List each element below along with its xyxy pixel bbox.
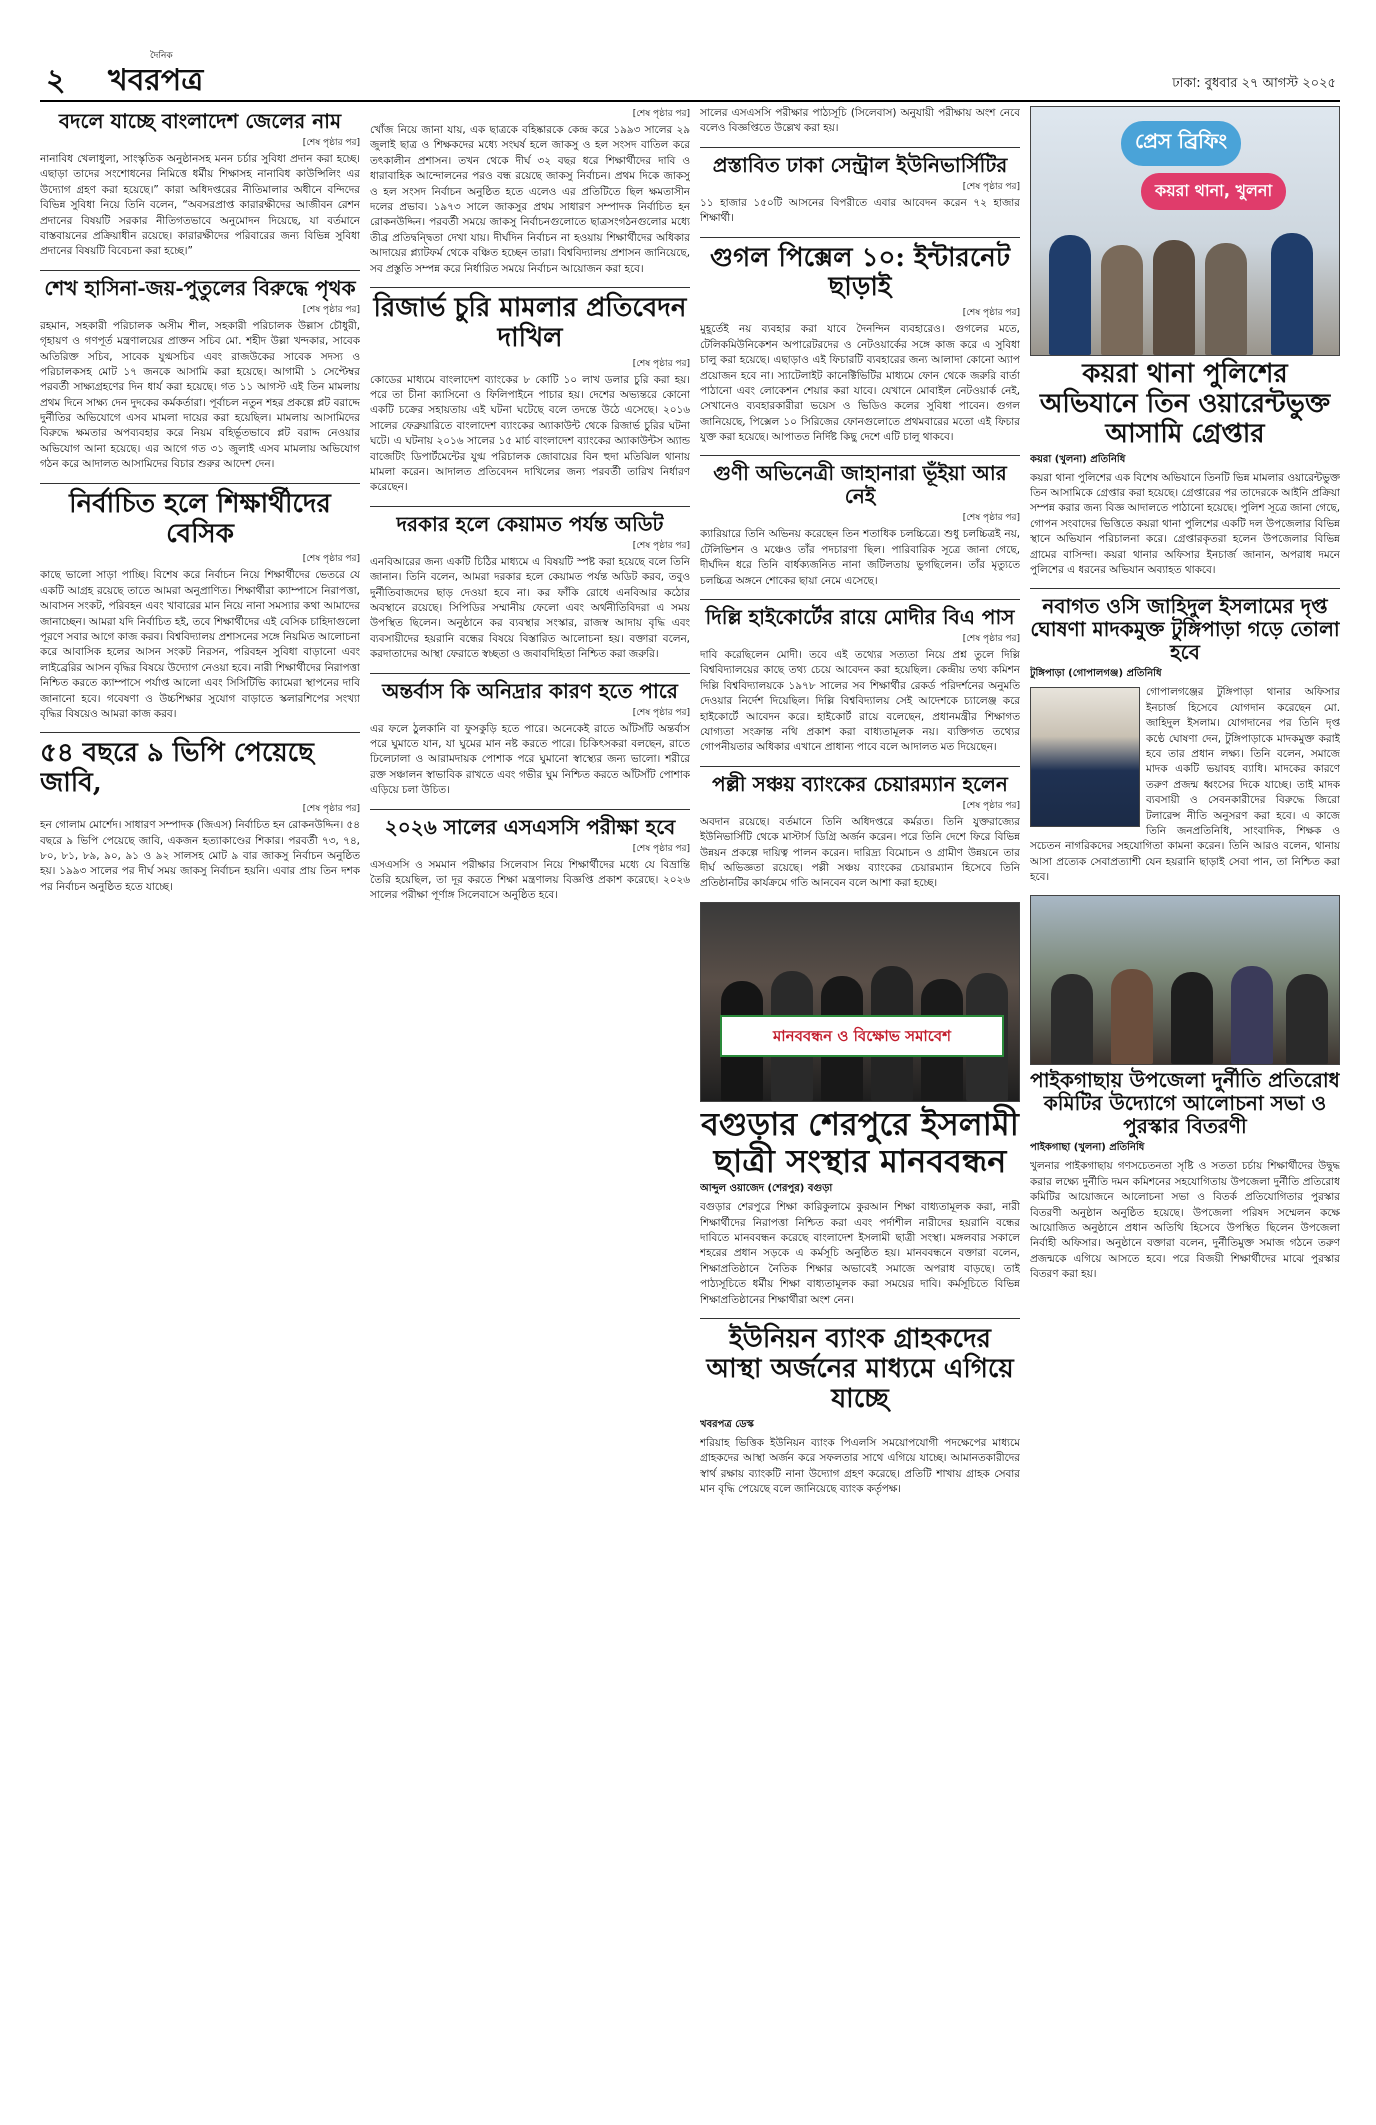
article-body: এর ফলে ঠুলকানি বা ফুসকুড়ি হতে পারে। অনেকেই রাতে আঁটসাঁট অন্তর্বাস পরে ঘুমাতে যান, যা ঘুমের মান নষ্ট করতে পারে। চিকিৎসকরা বলছেন, রাতে ঢিলেঢালা ও আরামদায়ক পোশাক পরে ঘুমানো স্বাস্থ্যের জন্য ভালো। শরীরে রক্ত সঞ্চালন স্বাভাবিক রাখতে এবং গভীর ঘুম নিশ্চিত করতে আঁটসাঁট পোশাক এড়িয়ে চলা উচিত। (370, 722, 690, 797)
article-body: এনবিআরের জন্য একটি চিঠির মাধ্যমে এ বিষয়টি স্পষ্ট করা হয়েছে বলে তিনি জানান। তিনি বলেন, আমরা দরকার হলে কেয়ামত পর্যন্ত অডিট করব, তবুও দুর্নীতিবাজদের ছাড় দেওয়া হবে না। কর ফাঁকি রোধে এনবিআর কঠোর অবস্থানে রয়েছে। সিপিডির সম্মানীয় ফেলো এবং অর্থনীতিবিদরা এ সময় উপস্থিত ছিলেন। অনুষ্ঠানে কর ব্যবস্থার সংস্কার, রাজস্ব আদায় বৃদ্ধি এবং ব্যবসায়ীদের হয়রানি বন্ধের বিষয়ে বিস্তারিত আলোচনা হয়। বক্তারা বলেন, করদাতাদের আস্থা ফেরাতে স্বচ্ছতা ও জবাবদিহিতা নিশ্চিত করা জরুরি। (370, 555, 690, 661)
divider (370, 809, 690, 810)
article-body: শরিয়াহ ভিত্তিক ইউনিয়ন ব্যাংক পিএলসি সময়োপযোগী পদক্ষেপের মাধ্যমে গ্রাহকদের আস্থা অর্জন করে সফলতার সাথে এগিয়ে যাচ্ছে। আমানতকারীদের স্বার্থ রক্ষায় ব্যাংকটি নানা উদ্যোগ গ্রহণ করেছে। প্রতিটি শাখায় গ্রাহক সেবার মান বৃদ্ধি পেয়েছে বলে জানিয়েছে ব্যাংক কর্তৃপক্ষ। (700, 1436, 1020, 1495)
person-figure (1111, 969, 1153, 1064)
press-briefing-label: প্রেস ব্রিফিং (1121, 121, 1241, 166)
police-officer-figure (1049, 235, 1091, 355)
article-pixel-10 (700, 244, 1020, 446)
divider (700, 1318, 1020, 1319)
paper-prefix: দৈনিক (150, 51, 173, 61)
headline: ইউনিয়ন ব্যাংক গ্রাহকদের আস্থা অর্জনের মাধ্যমে এগিয়ে যাচ্ছে (706, 1324, 1014, 1414)
divider (700, 147, 1020, 148)
person-figure (1051, 974, 1093, 1064)
dateline: ঢাকা: বুধবার ২৭ আগস্ট ২০২৫ (1172, 76, 1336, 91)
continued-note: [শেষ পৃষ্ঠার পর] (632, 540, 690, 551)
article-body: এসএসসি ও সমমান পরীক্ষার সিলেবাস নিয়ে শিক্ষার্থীদের মধ্যে যে বিভ্রান্তি তৈরি হয়েছিল, তা দূর করতে শিক্ষা মন্ত্রণালয় বিজ্ঞপ্তি প্রকাশ করেছে। ২০২৬ সালের পরীক্ষা পূর্ণাঙ্গ সিলেবাসে অনুষ্ঠিত হবে। (370, 858, 690, 902)
headline: বগুড়ার শেরপুরে ইসলামী ছাত্রী সংস্থার মানববন্ধন (701, 1104, 1019, 1180)
headline: ৫৪ বছরে ৯ ভিপি পেয়েছে জাবি, (40, 738, 314, 799)
divider (370, 673, 690, 674)
column-2 (370, 106, 690, 2096)
oc-portrait-photo (1030, 687, 1140, 827)
article-union-bank (700, 1325, 1020, 1497)
article-body: বগুড়ার শেরপুরে শিক্ষা কারিকুলামে কুরআন শিক্ষা বাধ্যতামূলক করা, নারী শিক্ষার্থীদের নিরাপত্তা নিশ্চিত করা এবং পর্দাশীল নারীদের হয়রানি বন্ধের দাবিতে মানববন্ধন করেছে বাংলাদেশ ইসলামী ছাত্রী সংস্থা। মঙ্গলবার সকালে শহরের প্রধান সড়কে এ কর্মসূচি অনুষ্ঠিত হয়। মানববন্ধনে বক্তারা বলেন, শিক্ষাপ্রতিষ্ঠানে নৈতিক শিক্ষার অভাবেই সমাজে অপরাধ বাড়ছে। তাই পাঠ্যসূচিতে ধর্মীয় শিক্ষা বাধ্যতামূলক করা সময়ের দাবি। কর্মসূচিতে বিভিন্ন শিক্ষাপ্রতিষ্ঠানের শিক্ষার্থীরা অংশ নেন। (700, 1201, 1020, 1306)
headline: শেখ হাসিনা-জয়-পুতুলের বিরুদ্ধে পৃথক (44, 275, 356, 300)
byline: টুঙ্গিপাড়া (গোপালগঞ্জ) প্রতিনিধি (1030, 668, 1162, 680)
divider (700, 599, 1020, 600)
column-3 (700, 106, 1020, 2096)
byline: কয়রা (খুলনা) প্রতিনিধি (1030, 453, 1126, 465)
rally-photo (700, 902, 1020, 1102)
article-jail-name (40, 110, 360, 260)
article-hasina-case (40, 277, 360, 473)
article-body: অবদান রয়েছে। বর্তমানে তিনি অধিদপ্তরে কর্মরত। তিনি যুক্তরাজ্যের ইউনিভার্সিটি থেকে মাস্টার্স ডিগ্রি অর্জন করেন। পরে তিনি দেশে ফিরে বিভিন্ন উন্নয়ন প্রকল্পে দায়িত্ব পালন করেন। দারিদ্র্য বিমোচন ও গ্রামীণ উন্নয়নে তার দীর্ঘ অভিজ্ঞতা রয়েছে। পল্লী সঞ্চয় ব্যাংকের চেয়ারম্যান হিসেবে তিনি প্রতিষ্ঠানটির কার্যক্রমে গতি আনবেন বলে আশা করা হচ্ছে। (700, 815, 1020, 890)
continued-note: [শেষ পৃষ্ঠার পর] (302, 138, 360, 148)
article-reserve-theft (370, 294, 690, 496)
article-body: কয়রা থানা পুলিশের এক বিশেষ অভিযানে তিনটি ভিন্ন মামলার ওয়ারেন্টভুক্ত তিন আসামিকে গ্রেপ্তার করা হয়েছে। গ্রেপ্তারের পর তাদেরকে আইনি প্রক্রিয়া সম্পন্ন করার জন্য বিজ্ঞ আদালতে পাঠানো হয়েছে। পুলিশ সূত্রে জানা গেছে, গোপন সংবাদের ভিত্তিতে কয়রা থানা পুলিশের একটি দল উপজেলার বিভিন্ন স্থানে অভিযান পরিচালনা করে। গ্রেপ্তারকৃতরা হলেন উপজেলার বিভিন্ন গ্রামের বাসিন্দা। কয়রা থানার অফিসার ইনচার্জ জানান, অপরাধ দমনে পুলিশের এ ধরনের অভিযান অব্যাহত থাকবে। (1030, 471, 1340, 577)
headline: নির্বাচিত হলে শিক্ষার্থীদের বেসিক (69, 488, 331, 549)
headline: কয়রা থানা পুলিশের অভিযানে তিন ওয়ারেন্টভুক্ত আসামি গ্রেপ্তার (1039, 359, 1331, 449)
headline: বদলে যাচ্ছে বাংলাদেশ জেলের নাম (58, 109, 342, 133)
continued-note: [শেষ পৃষ্ঠার পর] (302, 554, 360, 565)
divider (700, 766, 1020, 767)
divider (700, 455, 1020, 456)
person-figure (1153, 240, 1195, 355)
article-body: হন গোলাম মোর্শেদ। সাধারণ সম্পাদক (জিএস) নির্বাচিত হন রোকনউদ্দিন। ৫৪ বছরে ৯ ভিপি পেয়েছে জাবি, একজন হত্যাকাণ্ডের শিকার। পরবর্তী ৭৩, ৭৪, ৮০, ৮১, ৮৯, ৯০, ৯১ ও ৯২ সালসহ মোট ৯ বার জাকসু নির্বাচন অনুষ্ঠিত হয়। ১৯৯৩ সালের পর দীর্ঘ সময় জাকসু নির্বাচন হয়নি। এবার প্রায় তিন দশক পর নির্বাচন অনুষ্ঠিত হতে যাচ্ছে। (40, 819, 360, 893)
headline: ২০২৬ সালের এসএসসি পরীক্ষা হবে (384, 814, 676, 839)
article-ssc-cont (700, 106, 1020, 137)
headline: রিজার্ভ চুরি মামলার প্রতিবেদন দাখিল (373, 292, 687, 353)
article-body: ক্যারিয়ারে তিনি অভিনয় করেছেন তিন শতাধিক চলচ্চিত্রে। শুধু চলচ্চিত্রই নয়, টেলিভিশন ও মঞ্চেও তাঁর পদচারণা ছিল। পারিবারিক সূত্রে জানা গেছে, দীর্ঘদিন ধরে তিনি বার্ধক্যজনিত নানা জটিলতায় ভুগছিলেন। তাঁর মৃত্যুতে চলচ্চিত্র অঙ্গনে শোকের ছায়া নেমে এসেছে। (700, 528, 1020, 587)
article-tungipara-oc (1030, 595, 1340, 885)
continued-note: [শেষ পৃষ্ঠার পর] (302, 804, 360, 815)
police-officer-figure (1271, 233, 1313, 355)
continued-note: [শেষ পৃষ্ঠার পর] (302, 304, 360, 315)
continued-note: [শেষ পৃষ্ঠার পর] (962, 513, 1020, 524)
divider (1030, 588, 1340, 589)
headline: পাইকগাছায় উপজেলা দুর্নীতি প্রতিরোধ কমিটির উদ্যোগে আলোচনা সভা ও পুরস্কার বিতরণী (1030, 1068, 1340, 1139)
paper-logo: খবরপত্র (108, 63, 204, 98)
divider (700, 237, 1020, 238)
person-figure (1171, 972, 1213, 1064)
rally-banner: মানববন্ধন ও বিক্ষোভ সমাবেশ (720, 1015, 1004, 1057)
article-paikgacha (1030, 1069, 1340, 1282)
headline: অন্তর্বাস কি অনিদ্রার কারণ হতে পারে (382, 678, 678, 703)
continued-note: [শেষ পৃষ্ঠার পর] (962, 634, 1020, 645)
continued-note: [শেষ পৃষ্ঠার পর] (632, 358, 690, 369)
byline: পাইকগাছা (খুলনা) প্রতিনিধি (1030, 1142, 1145, 1154)
article-body: নানাবিধ খেলাধুলা, সাংস্কৃতিক অনুষ্ঠানসহ মনন চর্চার সুবিধা প্রদান করা হচ্ছে। এছাড়া তাদের সংশোধনের নিমিত্তে ধর্মীয় শিক্ষাসহ নানাবিধ কাউন্সিলিং এর উদ্যোগ গ্রহণ করা হয়েছে।” কারা অধিদপ্তরের নীতিমালার অধীনে বন্দিদের বিভিন্ন সুবিধা নিয়ে তিনি বলেন, “অবসরপ্রাপ্ত কারারক্ষীদের আজীবন রেশন প্রদানের বিষয়টি সরকার নীতিগতভাবে অনুমোদন দিয়েছে, যা বর্তমানে বাস্তবায়নের প্রক্রিয়াধীন রয়েছে। কারারক্ষীদের পরিবারের জন্য বিভিন্ন সুবিধা প্রদানের বিষয়টি বিবেচনা করা হচ্ছে।” (40, 153, 360, 258)
article-body: দাবি করেছিলেন মোদী। তবে এই তথ্যের সত্যতা নিয়ে প্রশ্ন তুলে দিল্লি বিশ্ববিদ্যালয়ের কাছে তথ্য চেয়ে আবেদন করা হয়েছিল। কেন্দ্রীয় তথ্য কমিশন দিল্লি বিশ্ববিদ্যালয়কে ১৯৭৮ সালের সব শিক্ষার্থীর রেকর্ড পরিদর্শনের অনুমতি দেওয়ার নির্দেশ দিয়েছিল। দিল্লি বিশ্ববিদ্যালয় সেই আদেশকে চ্যালেঞ্জ করে হাইকোর্টে আবেদন করে। হাইকোর্ট রায়ে বলেছেন, প্রধানমন্ত্রীর শিক্ষাগত যোগ্যতা সংক্রান্ত নথি প্রকাশ করা বাধ্যতামূলক নয়। ব্যক্তিগত তথ্যের গোপনীয়তার অধিকার এখানে প্রাধান্য পাবে বলে আদালত মত দিয়েছেন। (700, 649, 1020, 754)
article-body: মুহূর্তেই নয় ব্যবহার করা যাবে দৈনন্দিন ব্যবহারেও। গুগলের মতে, টেলিকমিউনিকেশন অপারেটরদের ও নেটওয়ার্কের সঙ্গে কাজ করে এ সুবিধা চালু করা হয়েছে। এছাড়াও এই ফিচারটি ব্যবহারের জন্য আলাদা কোনো অ্যাপ প্রয়োজন হবে না। স্যাটেলাইট কানেক্টিভিটির মাধ্যমে ফোন থেকে জরুরি বার্তা পাঠানো এবং লোকেশন শেয়ার করা যাবে। যেখানে মোবাইল নেটওয়ার্ক নেই, সেখানেও ব্যবহারকারীরা ভয়েস ও ভিডিও কলের সুবিধা পাবেন। গুগল জানিয়েছে, পিক্সেল ১০ সিরিজের ফোনগুলোতে প্রথমবারের মতো এই ফিচার যুক্ত করা হয়েছে। আপাতত নির্দিষ্ট কিছু দেশে এটি চালু থাকবে। (700, 323, 1020, 444)
headline: গুণী অভিনেত্রী জাহানারা ভূঁইয়া আর নেই (713, 461, 1007, 509)
masthead (40, 51, 1340, 102)
article-actress-obit (700, 462, 1020, 589)
paikgacha-event-photo (1030, 895, 1340, 1065)
headline: প্রস্তাবিত ঢাকা সেন্ট্রাল ইউনিভার্সিটির (712, 152, 1008, 177)
column-1 (40, 106, 360, 2096)
person-figure (1101, 245, 1143, 355)
page-number: ২ (46, 63, 66, 98)
article-underwear-sleep (370, 680, 690, 799)
continued-note: [শেষ পৃষ্ঠার পর] (632, 707, 690, 718)
byline: খবরপত্র ডেস্ক (700, 1418, 754, 1430)
divider (40, 270, 360, 271)
person-figure (1286, 974, 1328, 1064)
article-body: কাছে ভালো সাড়া পাচ্ছি। বিশেষ করে নির্বাচন নিয়ে শিক্ষার্থীদের ভেতরে যে একটি আগ্রহ রয়েছে তাতে আমরা অনুপ্রাণিত। শিক্ষার্থীরা ক্যাম্পাসে নিরাপত্তা, আবাসন সংকট, পরিবহন এবং খাবারের মান নিয়ে নানা সমস্যার কথা আমাদের জানাচ্ছেন। আমরা যদি নির্বাচিত হই, তবে শিক্ষার্থীদের এই বেসিক চাহিদাগুলো পূরণে সবার আগে কাজ করব। বিশ্ববিদ্যালয় প্রশাসনের সঙ্গে নিয়মিত আলোচনা করে আবাসিক হলের আসন সংকট নিরসন, পরিবহন সুবিধা বাড়ানো এবং লাইব্রেরির আসন বৃদ্ধির বিষয়ে উদ্যোগ নেওয়া হবে। নারী শিক্ষার্থীদের নিরাপত্তা নিশ্চিত করতে ক্যাম্পাসে পর্যাপ্ত আলো এবং সিসিটিভি ক্যামেরা স্থাপনের দাবি জানানো হবে। গবেষণা ও উচ্চশিক্ষার সুযোগ বাড়াতে স্কলারশিপের সংখ্যা বৃদ্ধির বিষয়েও আমরা কাজ করব। (40, 569, 360, 720)
press-briefing-location: কয়রা থানা, খুলনা (1141, 173, 1286, 210)
article-body: ১১ হাজার ১৫০টি আসনের বিপরীতে এবার আবেদন করেন ৭২ হাজার শিক্ষার্থী। (700, 196, 1020, 225)
article-body: কোডের মাধ্যমে বাংলাদেশ ব্যাংকের ৮ কোটি ১০ লাখ ডলার চুরি করা হয়। পরে তা চীনা ক্যাসিনো ও ফিলিপাইনে পাচার হয়। দেশের অভ্যন্তরে কোনো একটি চক্রের সহায়তায় এই ঘটনা ঘটেছে বলে তদন্তে উঠে এসেছে। ২০১৬ সালের ফেব্রুয়ারিতে বাংলাদেশ ব্যাংকের অ্যাকাউন্ট থেকে রিজার্ভ চুরির ঘটনা ঘটে। এ ঘটনায় ২০১৬ সালের ১৫ মার্চ বাংলাদেশ ব্যাংকের অ্যাকাউন্টস অ্যান্ড বাজেটিং ডিপার্টমেন্টের যুগ্ম পরিচালক জোবায়ের বিন হুদা মতিঝিল থানায় মামলা করেন। আদালত প্রতিবেদন দাখিলের জন্য পরবর্তী তারিখ নির্ধারণ করেছেন। (370, 373, 690, 494)
continued-note: [শেষ পৃষ্ঠার পর] (632, 843, 690, 854)
article-jaksu-cont (370, 106, 690, 277)
divider (40, 483, 360, 484)
continued-note: [শেষ পৃষ্ঠার পর] (962, 800, 1020, 811)
divider (370, 506, 690, 507)
article-audit (370, 513, 690, 663)
article-body: খুলনার পাইকগাছায় গণসচেতনতা সৃষ্টি ও সততা চর্চায় শিক্ষার্থীদের উদ্বুদ্ধ করার লক্ষ্যে দুর্নীতি দমন কমিশনের সহযোগিতায় উপজেলা দুর্নীতি প্রতিরোধ কমিটির আয়োজনে আলোচনা সভা ও বিতর্ক প্রতিযোগিতার পুরস্কার বিতরণী অনুষ্ঠান অনুষ্ঠিত হয়েছে। উপজেলা পরিষদ সম্মেলন কক্ষে আয়োজিত অনুষ্ঠানে প্রধান অতিথি হিসেবে উপস্থিত ছিলেন উপজেলা নির্বাহী অফিসার। অনুষ্ঠানে বক্তারা বলেন, দুর্নীতিমুক্ত সমাজ গঠনে তরুণ প্রজন্মকে এগিয়ে আসতে হবে। পরে বিজয়ী শিক্ষার্থীদের মাঝে পুরস্কার বিতরণ করা হয়। (1030, 1160, 1340, 1281)
continued-note: [শেষ পৃষ্ঠার পর] (962, 181, 1020, 192)
headline: গুগল পিক্সেল ১০: ইন্টারনেট ছাড়াই (710, 242, 1010, 303)
article-body: গোপালগঞ্জের টুঙ্গিপাড়া থানার অফিসার ইনচার্জ হিসেবে যোগদান করেছেন মো. জাহিদুল ইসলাম। যোগদানের পর তিনি দৃপ্ত কণ্ঠে ঘোষণা দেন, টুঙ্গিপাড়াকে মাদকমুক্ত করাই হবে তার প্রধান লক্ষ্য। তিনি বলেন, সমাজে মাদক একটি ভয়াবহ ব্যাধি। মাদকের কারণে তরুণ প্রজন্ম ধ্বংসের দিকে যাচ্ছে। তাই মাদক ব্যবসায়ী ও সেবনকারীদের বিরুদ্ধে জিরো টলারেন্স নীতি অনুসরণ করা হবে। এ কাজে তিনি জনপ্রতিনিধি, সাংবাদিক, শিক্ষক ও সচেতন নাগরিকদের সহযোগিতা কামনা করেন। তিনি আরও বলেন, থানায় আসা প্রত্যেক সেবাপ্রত্যাশী যেন হয়রানি ছাড়াই সেবা পান, তা নিশ্চিত করা হবে। (1030, 686, 1340, 884)
press-briefing-photo (1030, 106, 1340, 356)
article-dcu (700, 154, 1020, 227)
divider (40, 732, 360, 733)
person-figure (1205, 243, 1247, 355)
headline: নবাগত ওসি জাহিদুল ইসলামের দৃপ্ত ঘোষণা মাদকমুক্ত টুঙ্গিপাড়া গড়ে তোলা হবে (1030, 594, 1340, 665)
article-sherpur-rally (700, 1106, 1020, 1308)
divider (370, 287, 690, 288)
person-figure (1231, 966, 1273, 1064)
continued-note: [শেষ পৃষ্ঠার পর] (632, 109, 690, 119)
article-jabi-vp (40, 739, 360, 895)
article-body: খোঁজ নিয়ে জানা যায়, এক ছাত্রকে বহিষ্কারকে কেন্দ্র করে ১৯৯৩ সালের ২৯ জুলাই ছাত্র ও শিক্ষকদের মধ্যে সংঘর্ষ হলে জাকসু ও হল সংসদ বাতিল করে তৎকালীন প্রশাসন। তখন থেকে দীর্ঘ ৩২ বছর ধরে শিক্ষার্থীদের দাবি ও ধারাবাহিক আন্দোলনের পরও বন্ধ রয়েছে জাকসু নির্বাচন। প্রথম দিকে জাকসু ও হল সংসদ নির্বাচন অনুষ্ঠিত হতে এলেও এর প্রতিটিতে ছিল ক্ষমতাসীন দলের প্রভাব। ১৯৭৩ সালে জাকসুর প্রথম সাধারণ সম্পাদক নির্বাচিত হন রোকনউদ্দিন। পরবর্তী সময়ে জাকসু নির্বাচনগুলোতে ছাত্রসংগঠনগুলোর মধ্যে তীব্র প্রতিদ্বন্দ্বিতা দেখা যায়। দীর্ঘদিন নির্বাচন না হওয়ায় শিক্ষার্থীদের অধিকার আদায়ের প্ল্যাটফর্ম থেকে বঞ্চিত হচ্ছেন তারা। বিশ্ববিদ্যালয় প্রশাসন জানিয়েছে, সব প্রস্তুতি সম্পন্ন করে নির্ধারিত সময়ে নির্বাচন আয়োজন করা হবে। (370, 124, 690, 275)
headline: দিল্লি হাইকোর্টের রায়ে মোদীর বিএ পাস (705, 605, 1015, 630)
byline: আব্দুল ওয়াজেদ (শেরপুর) বগুড়া (700, 1183, 833, 1195)
continued-note: [শেষ পৃষ্ঠার পর] (962, 308, 1020, 319)
article-palli-sanchay (700, 773, 1020, 892)
column-4 (1030, 106, 1340, 2096)
article-body: রহমান, সহকারী পরিচালক অসীম শীল, সহকারী পরিচালক উল্লাস চৌধুরী, গৃহায়ণ ও গণপূর্ত মন্ত্রণালয়ের প্রাক্তন সচিব মো. শহীদ উল্লা খন্দকার, সাবেক অতিরিক্ত সচিব, সাবেক যুগ্মসচিব এবং রাজউকের সাবেক সদস্য ও পরিচালকসহ মোট ১৭ জনকে আসামি করা হয়েছে। আগামী ১ সেপ্টেম্বর পরবর্তী সাক্ষ্যগ্রহণের দিন ধার্য করা হয়েছে। গত ১১ আগস্ট এই তিন মামলায় প্রথম দিনে সাক্ষ্য দেন দুদকের কর্মকর্তারা। পূর্বাচল নতুন শহর প্রকল্পে প্লট বরাদ্দে দুর্নীতির অভিযোগে এসব মামলা দায়ের করা হয়েছিল। মামলায় আসামিদের বিরুদ্ধে ক্ষমতার অপব্যবহার করে নিয়ম বহির্ভূতভাবে প্লট বরাদ্দ নেওয়ার অভিযোগ আনা হয়েছে। এর আগে গত ৩১ জুলাই এসব মামলায় অভিযোগ গঠন করে আদালত আসামিদের বিচার শুরুর আদেশ দেন। (40, 319, 360, 471)
article-student-basic (40, 490, 360, 723)
article-body: সালের এসএসসি পরীক্ষার পাঠ্যসূচি (সিলেবাস) অনুযায়ী পরীক্ষায় অংশ নেবে বলেও বিজ্ঞপ্তিতে উল্লেখ করা হয়। (700, 107, 1020, 135)
headline: দরকার হলে কেয়ামত পর্যন্ত অডিট (396, 511, 664, 536)
article-modi-ba (700, 606, 1020, 756)
headline: পল্লী সঞ্চয় ব্যাংকের চেয়ারম্যান হলেন (712, 771, 1008, 796)
article-ssc-2026 (370, 816, 690, 904)
article-koyra-police (1030, 360, 1340, 578)
